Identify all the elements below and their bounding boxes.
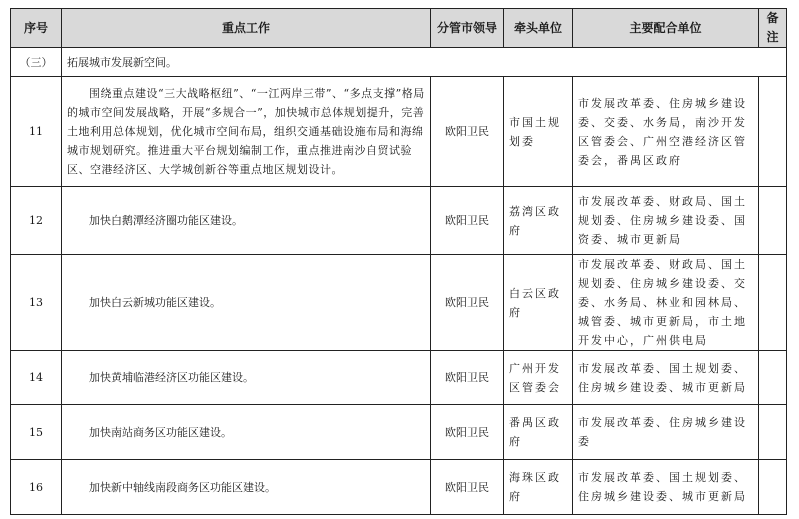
row-leader: 欧阳卫民	[431, 351, 504, 405]
row-leader: 欧阳卫民	[431, 460, 504, 515]
table-row	[11, 77, 787, 187]
row-remarks	[759, 255, 787, 351]
header-task: 重点工作	[62, 9, 431, 48]
row-task-text: 加快黄埔临港经济区功能区建设。	[89, 371, 254, 384]
row-remarks	[759, 351, 787, 405]
row-lead-unit: 广州开发区管委会	[504, 351, 573, 405]
header-lead-unit: 牵头单位	[504, 9, 573, 48]
row-lead-unit: 市国土规划委	[504, 77, 573, 187]
header-seq: 序号	[11, 9, 62, 48]
row-task-text: 围绕重点建设“三大战略枢纽”、“一江两岸三带”、“多点支撑”格局的城市空间发展战略，开展“多规合一”，加快城市总体规划提升，完善土地利用总体规划，优化城市空间布局，组织交通基础设施布局和海绵城市规划研究。推进重大平台规划编制工作，重点推进南沙自贸试验区、空港经济区、大学城创新谷等重点地区规划设计。	[67, 87, 425, 176]
work-plan-table	[10, 8, 787, 515]
row-coop-units: 市发展改革委、住房城乡建设委	[573, 405, 759, 460]
row-remarks	[759, 77, 787, 187]
row-lead-unit: 白云区政府	[504, 255, 573, 351]
row-lead-unit: 荔湾区政府	[504, 187, 573, 255]
table-row	[11, 351, 787, 405]
section-title: 拓展城市发展新空间。	[62, 48, 787, 77]
row-lead-unit: 海珠区政府	[504, 460, 573, 515]
row-remarks	[759, 460, 787, 515]
header-leader: 分管市领导	[431, 9, 504, 48]
row-seq: 13	[11, 255, 62, 351]
row-seq: 14	[11, 351, 62, 405]
row-task	[62, 351, 431, 405]
row-leader: 欧阳卫民	[431, 405, 504, 460]
row-leader: 欧阳卫民	[431, 187, 504, 255]
row-leader: 欧阳卫民	[431, 255, 504, 351]
table-row	[11, 405, 787, 460]
row-task-text: 加快南站商务区功能区建设。	[89, 425, 232, 439]
table-header-row	[11, 9, 787, 48]
row-coop-units: 市发展改革委、国土规划委、住房城乡建设委、城市更新局	[573, 460, 759, 515]
row-lead-unit: 番禺区政府	[504, 405, 573, 460]
row-task-text: 加快新中轴线南段商务区功能区建设。	[89, 480, 276, 494]
row-task	[62, 460, 431, 515]
row-coop-units: 市发展改革委、财政局、国土规划委、住房城乡建设委、国资委、城市更新局	[573, 187, 759, 255]
row-remarks	[759, 187, 787, 255]
header-coop-units: 主要配合单位	[573, 9, 759, 48]
row-coop-units: 市发展改革委、财政局、国土规划委、住房城乡建设委、交委、水务局、林业和园林局、城管委、城市更新局，市土地开发中心，广州供电局	[573, 255, 759, 351]
row-task	[62, 187, 431, 255]
row-leader: 欧阳卫民	[431, 77, 504, 187]
row-task-text: 加快白鹅潭经济圈功能区建设。	[89, 214, 243, 227]
row-task	[62, 77, 431, 187]
header-remarks: 备注	[759, 9, 787, 48]
row-seq: 15	[11, 405, 62, 460]
row-seq: 11	[11, 77, 62, 187]
row-task-text: 加快白云新城功能区建设。	[89, 296, 221, 309]
row-coop-units: 市发展改革委、国土规划委、住房城乡建设委、城市更新局	[573, 351, 759, 405]
table-row	[11, 460, 787, 515]
table-row	[11, 255, 787, 351]
row-coop-units: 市发展改革委、住房城乡建设委、交委、水务局，南沙开发区管委会、广州空港经济区管委会，番禺区政府	[573, 77, 759, 187]
row-seq: 16	[11, 460, 62, 515]
row-task	[62, 255, 431, 351]
table-row	[11, 187, 787, 255]
row-seq: 12	[11, 187, 62, 255]
section-row	[11, 48, 787, 77]
section-number: （三）	[11, 48, 62, 77]
row-remarks	[759, 405, 787, 460]
row-task	[62, 405, 431, 460]
